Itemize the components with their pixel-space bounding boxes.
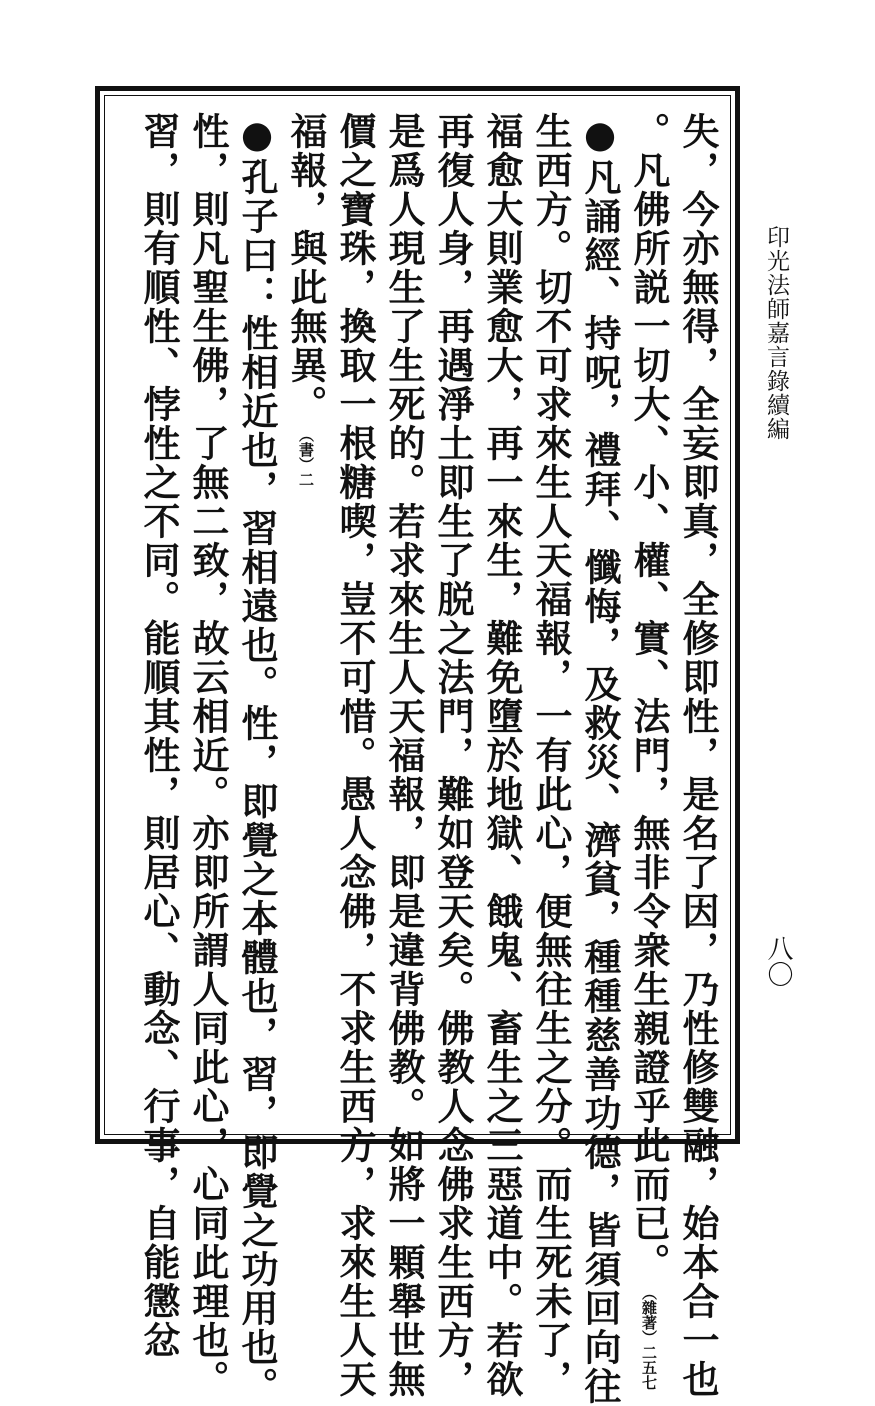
text-column: 性，則凡聖生佛，了無二致，故云相近。亦即所謂人同此心，心同此理也。: [186, 112, 230, 1399]
text-column: 失，今亦無得，全妄即真，全修即性，是名了因，乃性修雙融，始本合一也: [676, 112, 720, 1399]
running-header: 印光法師嘉言錄續編: [763, 225, 789, 441]
text-column: 生西方。切不可求來生人天福報，一有此心，便無往生之分。而生死未了，: [529, 112, 573, 1399]
page-number: 八〇: [763, 935, 793, 987]
text-body: [118, 112, 722, 1406]
text-column: 是爲人現生了生死的。若求來生人天福報，即是違背佛教。如將一顆舉世無: [382, 112, 426, 1399]
text-column: ●孔子曰：性相近也，習相遠也。性，即覺之本體也，習，即覺之功用也。: [235, 112, 279, 1406]
text-column: 價之寶珠，換取一根糖喫，豈不可惜。愚人念佛，不求生西方，求來生人天: [333, 112, 377, 1399]
text-column: 福愈大則業愈大，再一來生，難免墮於地獄、餓鬼、畜生之三惡道中。若欲: [480, 112, 524, 1399]
text-column: 習，則有順性、悖性之不同。能順其性，則居心、動念、行事，自能懲忿: [137, 112, 181, 1360]
text-column: ●凡誦經、持呪，禮拜、懺悔，及救災、濟貧，種種慈善功德，皆須回向往: [578, 112, 622, 1406]
text-column: 。凡佛所説一切大、小、權、實、法門，無非令衆生親證乎此而已。（雜著）二五七: [627, 112, 671, 1390]
text-column: 福報，與此無異。（書）二: [284, 112, 328, 487]
text-column: 再復人身，再遇淨土即生了脱之法門，難如登天矣。佛教人念佛求生西方，: [431, 112, 475, 1399]
source-note: （書）二: [297, 427, 315, 487]
source-note: （雜著）二五七: [640, 1285, 658, 1390]
